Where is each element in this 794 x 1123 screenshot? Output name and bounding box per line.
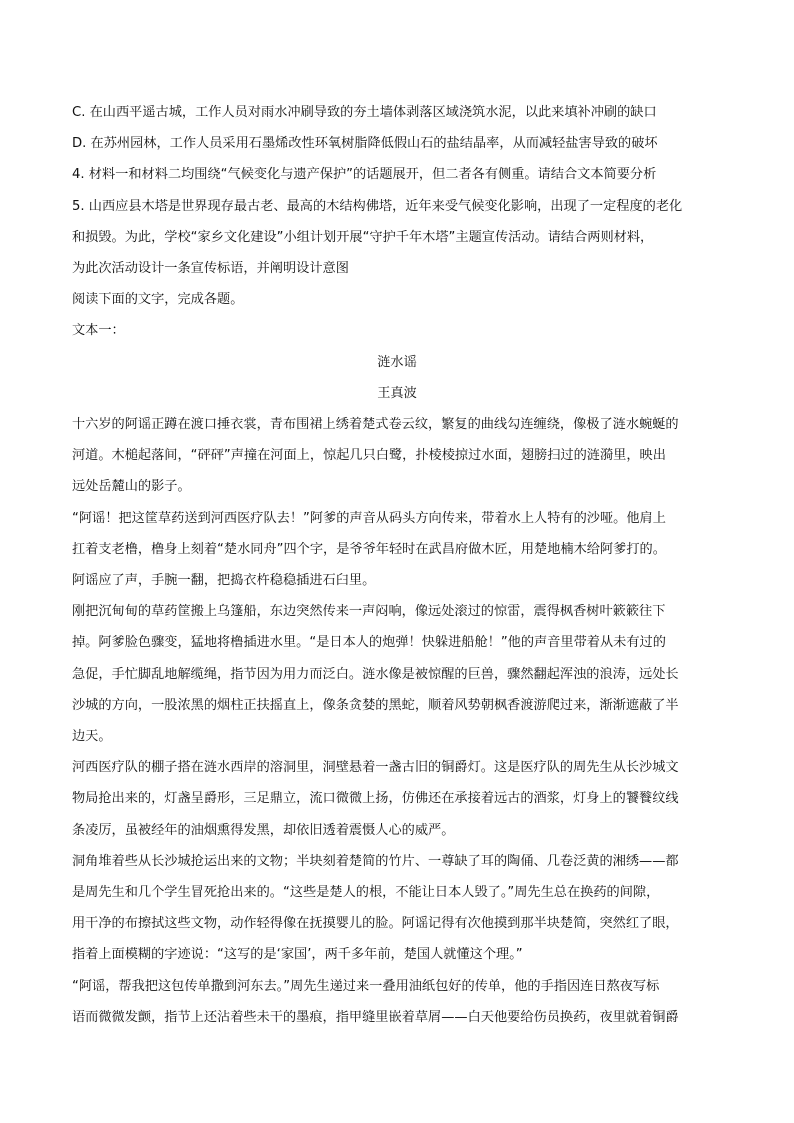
paragraph-line: 急促，手忙脚乱地解缆绳，指节因为用力而泛白。涟水像是被惊醒的巨兽，骤然翻起浑浊的浪涛，远处长 (72, 667, 679, 682)
paragraph-line: 沙城的方向，一股浓黑的烟柱正扶摇直上，像条贪婪的黑蛇，顺着风势朝枫香渡游爬过来，渐渐遮蔽了半 (72, 698, 679, 713)
article-title: 涟水谣 (377, 355, 417, 370)
paragraph-line: 阿谣应了声，手腕一翻，把捣衣杵稳稳插进石臼里。 (72, 573, 376, 588)
paragraph-line: 条凌厉，虽被经年的油烟熏得发黑，却依旧透着震慑人心的威严。 (72, 823, 455, 838)
question-5-line-1: 5. 山西应县木塔是世界现存最古老、最高的木结构佛塔，近年来受气候变化影响，出现了一定程度的老化 (72, 199, 683, 214)
paragraph-line: 掉。阿爹脸色骤变，猛地将橹插进水里。“是日本人的炮弹！快躲进船舱！”他的声音里带着从未有过的 (72, 635, 666, 650)
paragraph-line: 远处岳麓山的影子。 (72, 479, 191, 494)
paragraph-line: “阿谣！把这筐草药送到河西医疗队去！”阿爹的声音从码头方向传来，带着水上人特有的沙哑。他肩上 (72, 511, 666, 526)
paragraph-line: 边天。 (72, 729, 112, 744)
paragraph-line: 扛着支老橹，橹身上刻着“楚水同舟”四个字，是爷爷年轻时在武昌府做木匠，用楚地楠木给阿爹打的。 (72, 542, 666, 557)
paragraph-line: 河西医疗队的棚子搭在涟水西岸的溶洞里，洞壁悬着一盏古旧的铜爵灯。这是医疗队的周先生从长沙城文 (72, 760, 679, 775)
question-5-line-3: 为此次活动设计一条宣传标语，并阐明设计意图 (72, 261, 349, 276)
paragraph-line: 刚把沉甸甸的草药筐搬上乌篷船，东边突然传来一声闷响，像远处滚过的惊雷，震得枫香树叶簌簌往下 (72, 604, 666, 619)
paragraph-line: 洞角堆着些从长沙城抢运出来的文物；半块刻着楚简的竹片、一尊缺了耳的陶俑、几卷泛黄的湘绣——都 (72, 854, 679, 869)
reading-instruction: 阅读下面的文字，完成各题。 (72, 292, 244, 307)
option-c-line: C. 在山西平遥古城，工作人员对雨水冲刷导致的夯土墙体剥落区域浇筑水泥，以此来填补冲刷的缺口 (72, 105, 657, 120)
paragraph-line: 河道。木槌起落间，“砰砰”声撞在河面上，惊起几只白鹭，扑棱棱掠过水面，翅膀扫过的涟漪里，映出 (72, 448, 666, 463)
question-5-line-2: 和损毁。为此，学校“家乡文化建设”小组计划开展“守护千年木塔”主题宣传活动。请结合两则材料， (72, 230, 654, 245)
question-4-line: 4. 材料一和材料二均围绕“气候变化与遗产保护”的话题展开，但二者各有侧重。请结合文本简要分析 (72, 167, 657, 182)
article-author: 王真波 (377, 386, 417, 401)
paragraph-line: 十六岁的阿谣正蹲在渡口捶衣裳，青布围裙上绣着楚式卷云纹，繁复的曲线勾连缠绕，像极了涟水蜿蜒的 (72, 417, 679, 432)
paragraph-line: 用干净的布擦拭这些文物，动作轻得像在抚摸婴儿的脸。阿谣记得有次他摸到那半块楚简，突然红了眼， (72, 916, 679, 931)
paragraph-line: 语而微微发颤，指节上还沾着些未干的墨痕，指甲缝里嵌着草屑——白天他要给伤员换药，夜里就着铜爵 (72, 1010, 679, 1025)
paragraph-line: 是周先生和几个学生冒死抢出来的。“这些是楚人的根，不能让日本人毁了。”周先生总在换药的间隙， (72, 885, 660, 900)
option-d-line: D. 在苏州园林，工作人员采用石墨烯改性环氧树脂降低假山石的盐结晶率，从而减轻盐害导致的破坏 (72, 136, 658, 151)
text-one-label: 文本一： (72, 323, 125, 338)
paragraph-line: 物局抢出来的，灯盏呈爵形，三足鼎立，流口微微上扬，仿佛还在承接着远古的酒浆，灯身上的饕餮纹线 (72, 791, 679, 806)
paragraph-line: 指着上面模糊的字迹说：“这写的是‘家国’，两千多年前，楚国人就懂这个理。” (72, 947, 523, 962)
paragraph-line: “阿谣，帮我把这包传单撒到河东去。”周先生递过来一叠用油纸包好的传单，他的手指因连日熬夜写标 (72, 979, 660, 994)
